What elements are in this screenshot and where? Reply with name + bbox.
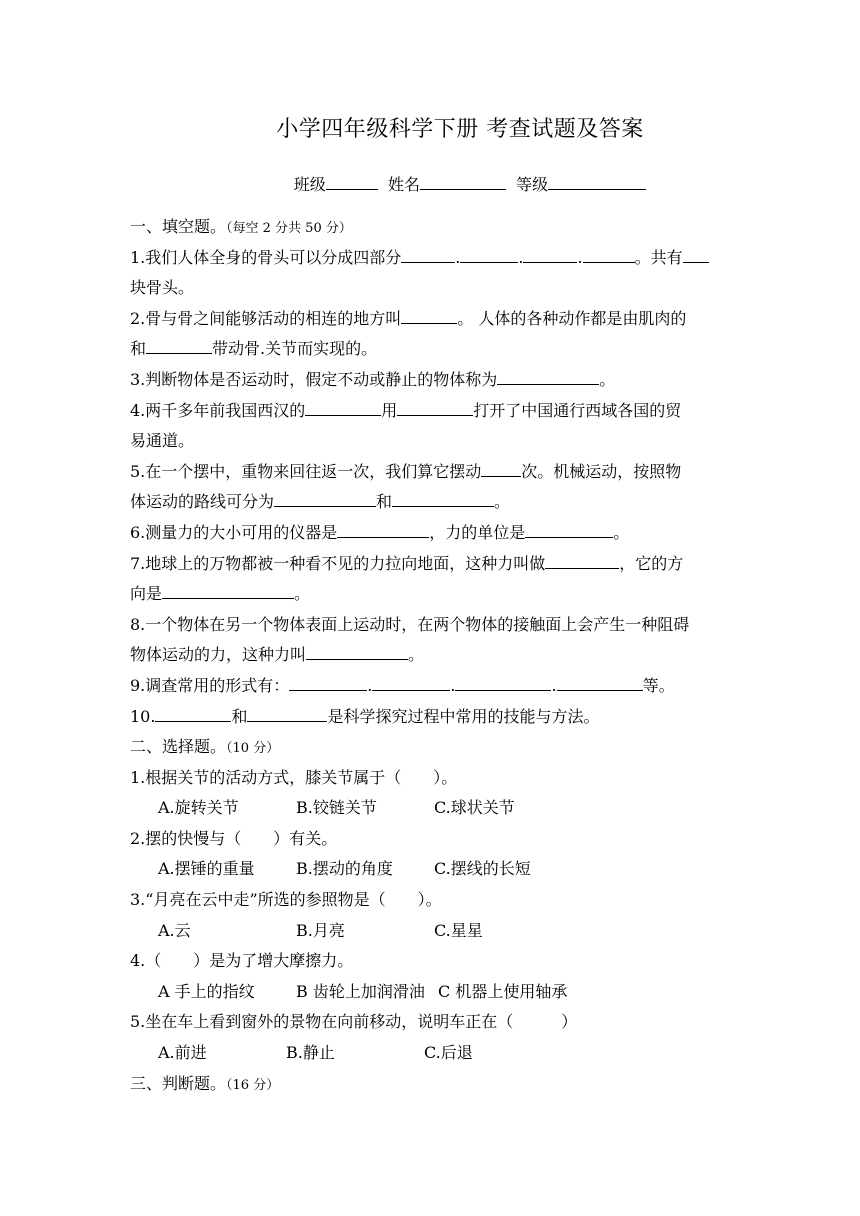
- choice-question-4: 4.（ ）是为了增大摩擦力。: [130, 951, 354, 971]
- question-1-cont: 块骨头。: [130, 278, 195, 298]
- student-info-row: [40, 172, 860, 195]
- exam-body: [130, 212, 732, 1099]
- answer-blank[interactable]: [481, 459, 521, 477]
- option-a[interactable]: A.前进: [158, 1043, 207, 1063]
- option-b[interactable]: B.月亮: [296, 920, 345, 940]
- question-7-cont: 向是 。: [130, 579, 732, 610]
- question-1: 1.我们人体全身的骨头可以分成四部分 . . . 。共有: [130, 243, 732, 274]
- option-c[interactable]: C.星星: [434, 920, 483, 940]
- answer-blank[interactable]: [155, 704, 231, 722]
- option-a[interactable]: A.摆锤的重量: [158, 859, 255, 879]
- question-6: 6.测量力的大小可用的仪器是 ，力的单位是 。: [130, 518, 732, 549]
- question-9: 9.调查常用的形式有： . . . 等。: [130, 671, 732, 702]
- answer-blank[interactable]: [289, 673, 367, 691]
- answer-blank[interactable]: [306, 642, 408, 660]
- answer-blank[interactable]: [455, 673, 551, 691]
- page-title: 小学四年级科学下册 考查试题及答案: [276, 117, 644, 142]
- question-8: 8.一个物体在另一个物体表面上运动时，在两个物体的接触面上会产生一种阻碍: [130, 614, 690, 634]
- answer-blank[interactable]: [523, 245, 577, 263]
- answer-blank[interactable]: [525, 520, 613, 538]
- question-5: 5.在一个摆中，重物来回往返一次，我们算它摆动 次。机械运动，按照物: [130, 457, 732, 488]
- answer-blank[interactable]: [305, 398, 381, 416]
- section3-heading: 三、判断题。（16 分）: [130, 1073, 280, 1093]
- answer-blank[interactable]: [545, 551, 619, 569]
- question-2-cont: 和 带动骨.关节而实现的。: [130, 334, 732, 365]
- choice-question-2: 2.摆的快慢与（ ）有关。: [130, 828, 338, 848]
- choice-question-5: 5.坐在车上看到窗外的景物在向前移动，说明车正在（ ）: [130, 1012, 578, 1032]
- answer-blank[interactable]: [146, 336, 212, 354]
- answer-blank[interactable]: [392, 489, 494, 507]
- option-c[interactable]: C.球状关节: [434, 798, 515, 818]
- option-a[interactable]: A.旋转关节: [158, 798, 239, 818]
- option-b[interactable]: B.静止: [286, 1043, 335, 1063]
- answer-blank[interactable]: [683, 245, 709, 263]
- option-b[interactable]: B 齿轮上加润滑油: [296, 981, 425, 1001]
- class-label: 班级: [293, 175, 326, 194]
- grade-blank[interactable]: [548, 173, 646, 190]
- answer-blank[interactable]: [583, 245, 635, 263]
- answer-blank[interactable]: [401, 245, 455, 263]
- name-label: 姓名: [387, 175, 420, 194]
- option-b[interactable]: B.铰链关节: [296, 798, 377, 818]
- answer-blank[interactable]: [274, 489, 376, 507]
- choice-question-3: 3.“月亮在云中走”所选的参照物是（ ）。: [130, 890, 442, 910]
- answer-blank[interactable]: [497, 367, 599, 385]
- answer-blank[interactable]: [337, 520, 429, 538]
- choice-options-4: [130, 977, 732, 1008]
- question-3: 3.判断物体是否运动时，假定不动或静止的物体称为 。: [130, 365, 732, 396]
- section2-heading: 二、选择题。（10 分）: [130, 737, 280, 757]
- answer-blank[interactable]: [397, 398, 473, 416]
- option-c[interactable]: C.后退: [424, 1043, 473, 1063]
- answer-blank[interactable]: [162, 581, 294, 599]
- question-2: 2.骨与骨之间能够活动的相连的地方叫 。 人体的各种动作都是由肌肉的: [130, 304, 732, 335]
- question-5-cont: 体运动的路线可分为 和 。: [130, 487, 732, 518]
- question-4: 4.两千多年前我国西汉的 用 打开了中国通行西域各国的贸: [130, 396, 732, 427]
- class-blank[interactable]: [326, 173, 378, 190]
- section3-note: （16 分）: [226, 1077, 280, 1093]
- option-a[interactable]: A 手上的指纹: [158, 981, 255, 1001]
- section2-note: （10 分）: [226, 741, 280, 757]
- choice-question-1: 1.根据关节的活动方式，膝关节属于（ ）。: [130, 767, 458, 787]
- answer-blank[interactable]: [557, 673, 643, 691]
- choice-options-1: [130, 793, 732, 824]
- option-a[interactable]: A.云: [158, 920, 191, 940]
- answer-blank[interactable]: [247, 704, 327, 722]
- section1-note: （每空 2 分共 50 分）: [226, 221, 352, 236]
- answer-blank[interactable]: [460, 245, 518, 263]
- option-c[interactable]: C.摆线的长短: [434, 859, 531, 879]
- option-c[interactable]: C 机器上使用轴承: [438, 981, 568, 1001]
- question-4-cont: 易通道。: [130, 431, 195, 451]
- answer-blank[interactable]: [401, 306, 457, 324]
- option-b[interactable]: B.摆动的角度: [296, 859, 393, 879]
- question-8-cont: 物体运动的力，这种力叫 。: [130, 640, 732, 671]
- answer-blank[interactable]: [372, 673, 450, 691]
- question-7: 7.地球上的万物都被一种看不见的力拉向地面，这种力叫做 ，它的方: [130, 549, 732, 580]
- grade-label: 等级: [516, 175, 549, 194]
- question-10: 10. 和 是科学探究过程中常用的技能与方法。: [130, 702, 732, 733]
- section1-heading: 一、填空题。（每空 2 分共 50 分）: [130, 217, 352, 236]
- choice-options-3: [130, 916, 732, 947]
- choice-options-2: [130, 854, 732, 885]
- choice-options-5: [130, 1038, 732, 1069]
- name-blank[interactable]: [420, 173, 506, 190]
